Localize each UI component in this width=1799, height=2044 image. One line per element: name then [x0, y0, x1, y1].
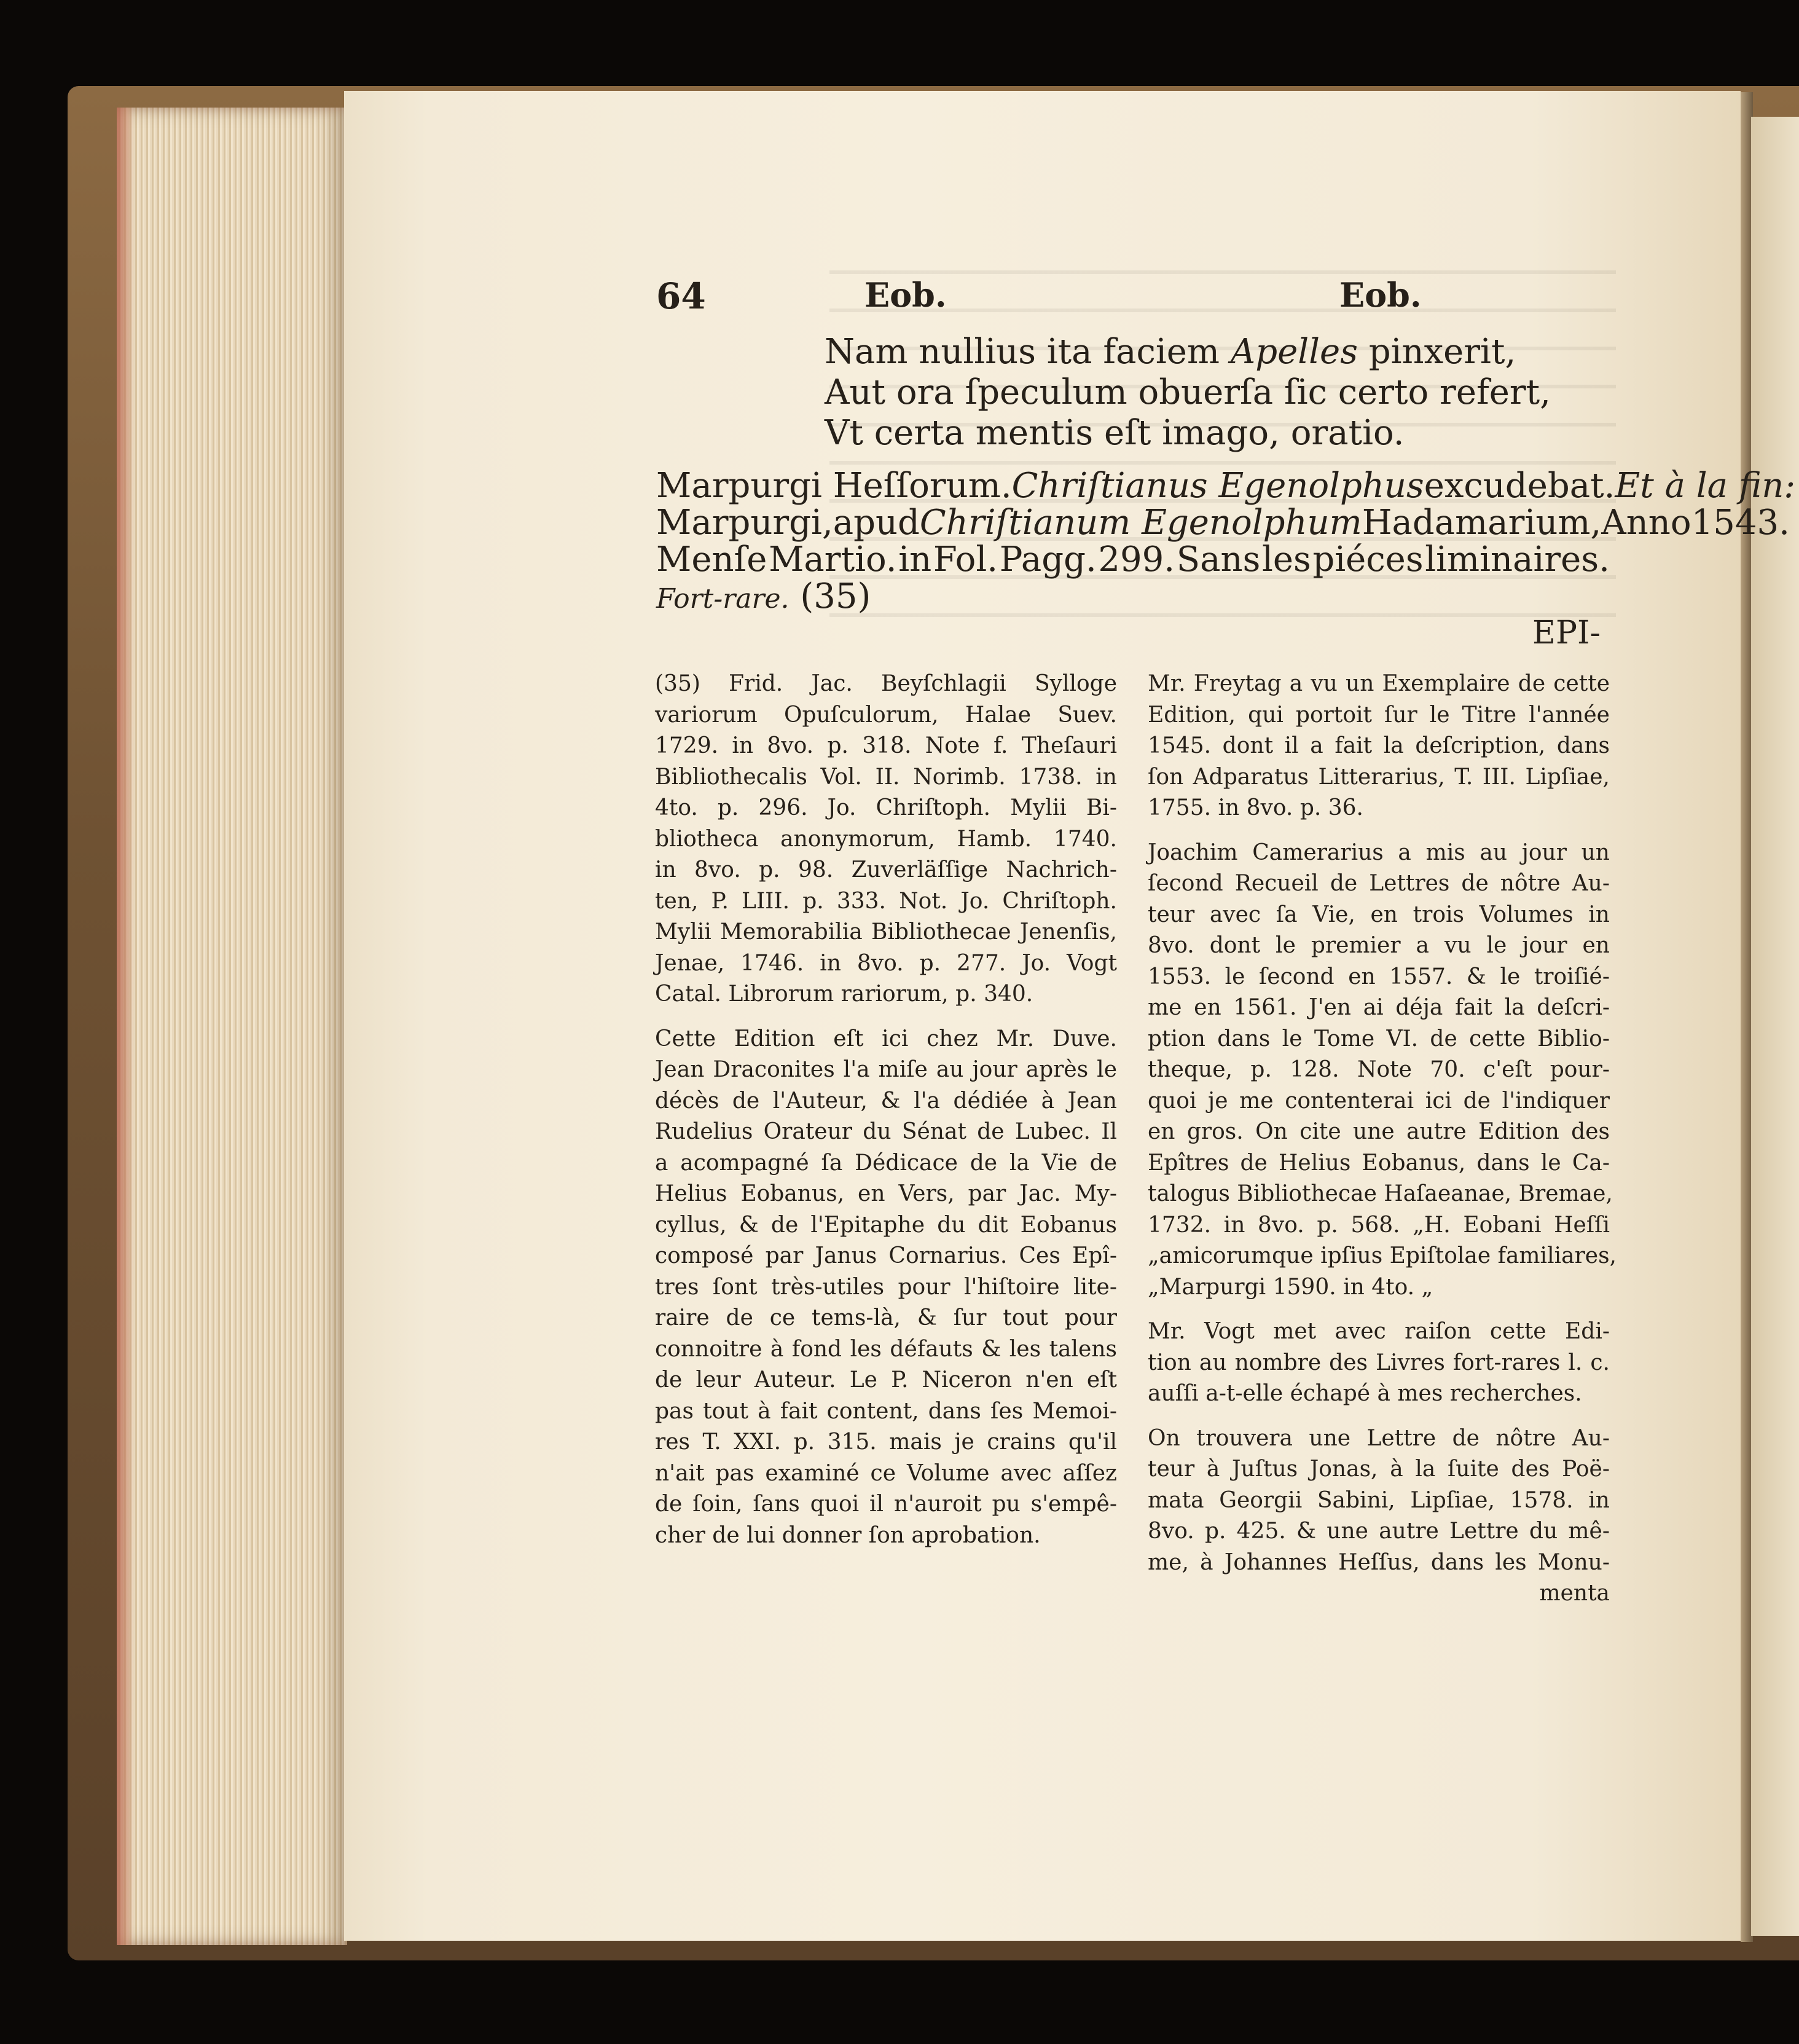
text-line: 4to. p. 296. Jo. Chriſtoph. Mylii Bi- — [655, 795, 1117, 820]
text-line: tres ſont très-utiles pour l'hiſtoire lite- — [655, 1274, 1117, 1300]
text-line: a acompagné ſa Dédicace de la Vie de — [655, 1150, 1117, 1176]
footnote-column-right — [1148, 669, 1617, 1610]
text-line: Epîtres de Helius Eobanus, dans le Ca- — [1148, 1150, 1610, 1176]
text-line: teur avec ſa Vie, en trois Volumes in — [1148, 902, 1610, 927]
text-line: Bibliothecalis Vol. II. Norimb. 1738. in — [655, 764, 1117, 790]
text-line: cyllus, & de l'Epitaphe du dit Eobanus — [655, 1212, 1117, 1238]
text-line: theque, p. 128. Note 70. c'eſt pour- — [1148, 1057, 1610, 1082]
text-line: quoi je me contenterai ici de l'indiquer — [1148, 1088, 1610, 1114]
paragraph-gap — [1148, 1410, 1610, 1423]
footnote-column-left — [655, 669, 1117, 1551]
text-line: ſecond Recueil de Lettres de nôtre Au- — [1148, 871, 1610, 896]
text-line: Mylii Memorabilia Bibliothecae Jenenſis, — [655, 919, 1117, 945]
text-line: me, à Johannes Heſſus, dans les Monu- — [1148, 1549, 1610, 1575]
text-line: in 8vo. p. 98. Zuverläſſige Nachrich- — [655, 857, 1117, 882]
imprint-line-3: Menſe Martio. in Fol. Pagg. 299. Sans les piéces liminaires. — [656, 540, 1610, 580]
text-line: On trouvera une Lettre de nôtre Au- — [1148, 1425, 1610, 1451]
running-head-right: Eob. — [1339, 275, 1422, 315]
text-line: 1729. in 8vo. p. 318. Note f. Theſauri — [655, 733, 1117, 758]
text-line: ſon Adparatus Litterarius, T. III. Lipſiae, — [1148, 764, 1610, 790]
text-line: Edition, qui portoit ſur le Titre l'année — [1148, 702, 1610, 728]
text-line: teur à Juſtus Jonas, à la ſuite des Poë- — [1148, 1456, 1610, 1482]
text-line: Rudelius Orateur du Sénat de Lubec. Il — [655, 1119, 1117, 1144]
text-line: tion au nombre des Livres fort-rares l. c. — [1148, 1350, 1610, 1375]
text-line: (35) Frid. Jac. Beyſchlagii Sylloge — [655, 671, 1117, 696]
text-line: me en 1561. J'en ai déja fait la deſcri- — [1148, 995, 1610, 1020]
text-line: variorum Opuſculorum, Halae Suev. — [655, 702, 1117, 728]
text-line: 1553. le ſecond en 1557. & le troiſié- — [1148, 964, 1610, 989]
text-line: de ſoin, ſans quoi il n'auroit pu s'empê- — [655, 1492, 1117, 1517]
text-line: talogus Bibliothecae Haſaeanae, Bremae, — [1148, 1181, 1613, 1206]
text-line: „amicorumque ipſius Epiſtolae familiares, — [1148, 1243, 1617, 1268]
facing-page-edge — [1751, 117, 1799, 1936]
text-line: mata Georgii Sabini, Lipſiae, 1578. in — [1148, 1487, 1610, 1513]
page-edge-stack — [117, 108, 347, 1945]
text-line: Jean Draconites l'a miſe au jour après le — [655, 1057, 1117, 1082]
text-line: Mr. Freytag a vu un Exemplaire de cette — [1148, 671, 1610, 696]
text-line: bliotheca anonymorum, Hamb. 1740. — [655, 826, 1117, 852]
catchword-epi: EPI- — [1532, 615, 1601, 651]
text-line: raire de ce tems-là, & ſur tout pour — [655, 1305, 1117, 1331]
text-line: res T. XXI. p. 315. mais je crains qu'il — [655, 1429, 1117, 1455]
text-line: Jenae, 1746. in 8vo. p. 277. Jo. Vogt — [655, 950, 1117, 976]
text-line: Mr. Vogt met avec raiſon cette Edi- — [1148, 1319, 1610, 1344]
text-line: Helius Eobanus, en Vers, par Jac. My- — [655, 1181, 1117, 1206]
text-line: menta — [1539, 1581, 1610, 1606]
text-line: „Marpurgi 1590. in 4to. „ — [1148, 1274, 1433, 1300]
text-line: cher de lui donner ſon aprobation. — [655, 1522, 1041, 1548]
text-line: 8vo. dont le premier a vu le jour en — [1148, 933, 1610, 958]
imprint-line-2: Marpurgi, apud Chriſtianum Egenolphum Hadamarium, Anno 1543. — [656, 503, 1790, 543]
paragraph-gap — [1148, 824, 1610, 838]
text-line: 8vo. p. 425. & une autre Lettre du mê- — [1148, 1519, 1610, 1544]
text-line: Cette Edition eſt ici chez Mr. Duve. — [655, 1026, 1117, 1051]
running-head-left: Eob. — [864, 275, 947, 315]
text-line: composé par Janus Cornarius. Ces Epî- — [655, 1243, 1117, 1268]
text-line: décès de l'Auteur, & l'a dédiée à Jean — [655, 1088, 1117, 1114]
text-line: ten, P. LIII. p. 333. Not. Jo. Chriſtoph. — [655, 888, 1117, 914]
paragraph-gap — [655, 1010, 1117, 1024]
page-number: 64 — [656, 275, 706, 317]
text-line: n'ait pas examiné ce Volume avec aſſez — [655, 1460, 1117, 1486]
text-line: 1545. dont il a fait la deſcription, dans — [1148, 733, 1610, 758]
text-line: connoitre à fond les défauts & les talens — [655, 1336, 1117, 1362]
show-through-text — [829, 270, 1616, 651]
text-line: Catal. Librorum rariorum, p. 340. — [655, 981, 1033, 1007]
text-line: pas tout à fait content, dans ſes Memoi- — [655, 1398, 1117, 1424]
imprint-line-1: Marpurgi Heſſorum. Chriſtianus Egenolphus excudebat. Et à la fin: — [656, 466, 1796, 506]
text-line: en gros. On cite une autre Edition des — [1148, 1119, 1610, 1144]
text-line: 1732. in 8vo. p. 568. „H. Eobani Heſſi — [1148, 1212, 1610, 1238]
verse-line-1: Nam nullius ita faciem Apelles pinxerit, — [825, 332, 1516, 372]
paragraph-gap — [1148, 1303, 1610, 1316]
imprint-line-4: Fort-rare. (35) — [656, 576, 871, 616]
text-line: Joachim Camerarius a mis au jour un — [1148, 839, 1610, 865]
text-line: 1755. in 8vo. p. 36. — [1148, 795, 1363, 820]
text-line: ption dans le Tome VI. de cette Biblio- — [1148, 1026, 1610, 1051]
footnote-reference: (35) — [800, 576, 871, 616]
text-line: de leur Auteur. Le P. Niceron n'en eſt — [655, 1367, 1117, 1393]
verse-line-2: Aut ora ſpeculum obuerſa ſic certo refert, — [825, 372, 1551, 412]
verse-line-3: Vt certa mentis eſt imago, oratio. — [825, 413, 1405, 453]
text-line: auſſi a-t-elle échapé à mes recherches. — [1148, 1381, 1582, 1406]
